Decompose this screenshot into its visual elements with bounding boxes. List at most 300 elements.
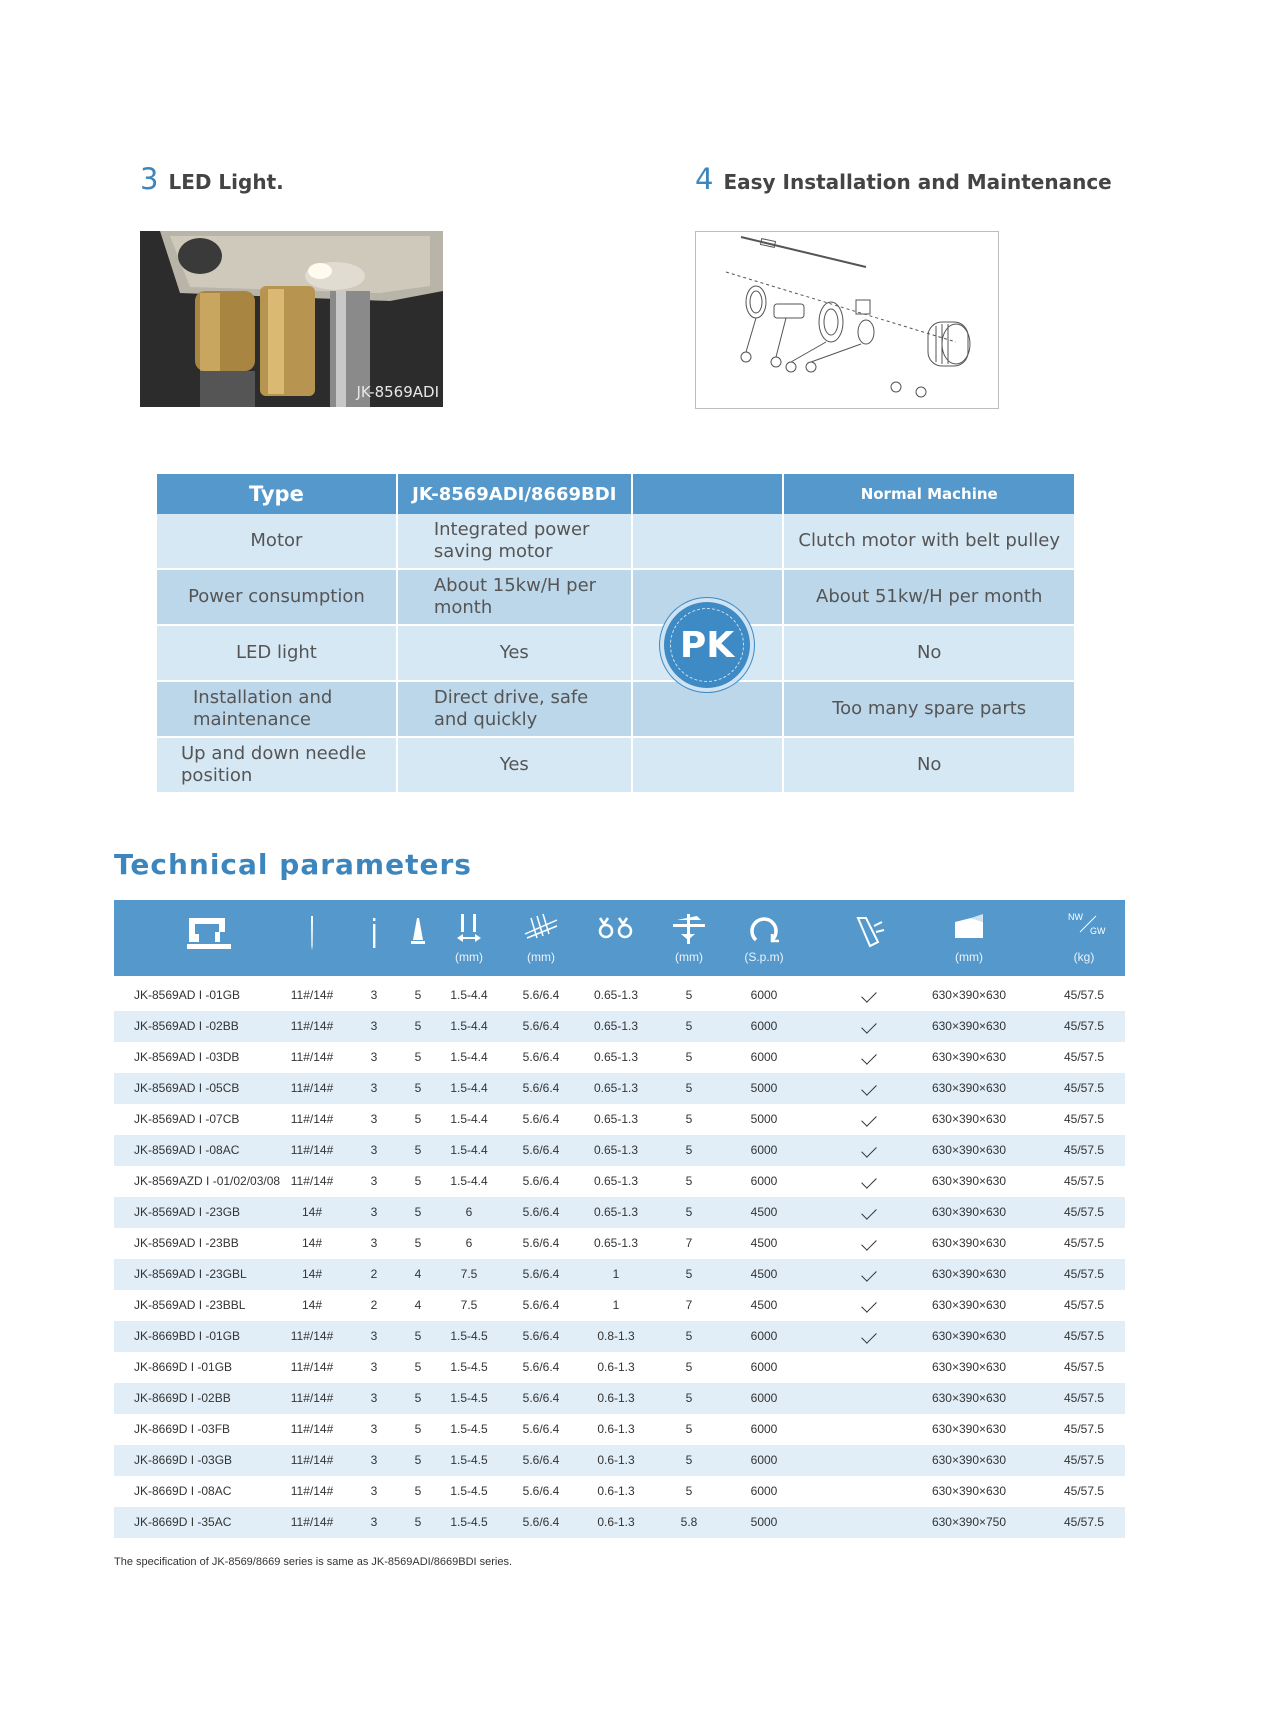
cell-model: JK-8669D I -01GB <box>134 1360 233 1374</box>
unit-label: (kg) <box>1073 950 1095 964</box>
col-size <box>914 900 1024 976</box>
auto-check-cell <box>834 1259 904 1290</box>
table-row <box>114 1104 1125 1135</box>
cell-a: 5 <box>414 1360 422 1374</box>
row-label: Up and down needle position <box>157 737 397 793</box>
cell-a: 5 <box>414 1453 422 1467</box>
cell-feed: 5 <box>685 1112 693 1126</box>
cell-model: JK-8569AZD I -01/02/03/08 <box>134 1174 281 1188</box>
cell-size: 630×390×630 <box>931 1050 1007 1064</box>
row-label: Installation and maintenance <box>157 681 397 737</box>
cell-weight: 45/57.5 <box>1063 1391 1105 1405</box>
cell-presser: 5.6/6.4 <box>522 1422 560 1436</box>
cell-weight: 45/57.5 <box>1063 1329 1105 1343</box>
cell-size: 630×390×630 <box>931 1143 1007 1157</box>
cell-feed: 5 <box>685 1267 693 1281</box>
comparison-row <box>157 625 1075 681</box>
col-needle <box>282 900 342 976</box>
cell-diff: 0.6-1.3 <box>597 1453 635 1467</box>
auto-check-cell <box>834 1383 904 1414</box>
cell-diff: 0.65-1.3 <box>593 1236 639 1250</box>
cell-size: 630×390×750 <box>931 1515 1007 1529</box>
cell-stitch: 7.5 <box>460 1298 478 1312</box>
cell-diff: 0.65-1.3 <box>593 988 639 1002</box>
cell-size: 630×390×630 <box>931 1174 1007 1188</box>
auto-check-cell <box>834 1414 904 1445</box>
row-label: Power consumption <box>157 569 397 625</box>
cell-diff: 0.6-1.3 <box>597 1422 635 1436</box>
cell-feed: 5 <box>685 1019 693 1033</box>
exploded-diagram <box>695 231 999 409</box>
cell-stitch: 1.5-4.5 <box>450 1329 488 1343</box>
cell-stitch: 1.5-4.4 <box>450 1112 488 1126</box>
cell-diff: 0.65-1.3 <box>593 1112 639 1126</box>
cell-needle: 14# <box>301 1205 323 1219</box>
cell-speed: 6000 <box>750 1174 778 1188</box>
cell-needle: 11#/14# <box>290 1050 334 1064</box>
checkmark-icon <box>861 1297 877 1313</box>
cell-a: 5 <box>414 1019 422 1033</box>
cell-weight: 45/57.5 <box>1063 1515 1105 1529</box>
cell-speed: 6000 <box>750 1391 778 1405</box>
checkmark-icon <box>861 1173 877 1189</box>
header-ours: JK-8569ADI/8669BDI <box>397 474 632 514</box>
led-light-photo <box>140 231 443 407</box>
auto-check-cell <box>834 1290 904 1321</box>
auto-check-cell <box>834 1228 904 1259</box>
cell-weight: 45/57.5 <box>1063 1484 1105 1498</box>
cell-presser: 5.6/6.4 <box>522 988 560 1002</box>
row-other: About 51kw/H per month <box>783 569 1075 625</box>
cell-threads: 3 <box>370 1174 378 1188</box>
cell-feed: 5 <box>685 988 693 1002</box>
cell-weight: 45/57.5 <box>1063 1143 1105 1157</box>
row-spacer <box>632 681 784 737</box>
cell-stitch: 1.5-4.4 <box>450 1050 488 1064</box>
cell-size: 630×390×630 <box>931 1360 1007 1374</box>
table-row <box>114 1383 1125 1414</box>
table-row <box>114 1507 1125 1538</box>
cell-size: 630×390×630 <box>931 1019 1007 1033</box>
feature-title: LED Light. <box>168 170 284 194</box>
cell-weight: 45/57.5 <box>1063 1174 1105 1188</box>
table-row <box>114 1197 1125 1228</box>
checkmark-icon <box>861 1111 877 1127</box>
checkmark-icon <box>861 1080 877 1096</box>
header-type: Type <box>157 474 397 514</box>
cell-size: 630×390×630 <box>931 988 1007 1002</box>
cell-feed: 7 <box>685 1298 693 1312</box>
auto-check-cell <box>834 1166 904 1197</box>
speed-rotation-icon <box>747 912 781 946</box>
auto-check-cell <box>834 1073 904 1104</box>
table-row <box>114 1166 1125 1197</box>
cell-weight: 45/57.5 <box>1063 1236 1105 1250</box>
col-presser <box>506 900 576 976</box>
cell-diff: 0.65-1.3 <box>593 1050 639 1064</box>
cell-stitch: 1.5-4.4 <box>450 1081 488 1095</box>
image-caption: JK-8569ADI <box>356 383 439 401</box>
cell-size: 630×390×630 <box>931 1236 1007 1250</box>
cell-needle: 11#/14# <box>290 1081 334 1095</box>
col-threads <box>354 900 394 976</box>
comparison-row <box>157 514 1075 569</box>
cell-a: 5 <box>414 1081 422 1095</box>
weight-nw-label: NW <box>1068 912 1083 922</box>
auto-check-cell <box>834 1321 904 1352</box>
motor-exploded-diagram <box>696 232 998 408</box>
feature-number: 4 <box>695 162 714 196</box>
cell-speed: 6000 <box>750 1360 778 1374</box>
checkmark-icon <box>861 1204 877 1220</box>
cell-stitch: 1.5-4.4 <box>450 1143 488 1157</box>
cell-diff: 0.65-1.3 <box>593 1205 639 1219</box>
thread-spool-icon <box>408 912 428 952</box>
cell-needle: 14# <box>301 1298 323 1312</box>
cell-speed: 4500 <box>750 1205 778 1219</box>
cell-speed: 4500 <box>750 1236 778 1250</box>
cell-presser: 5.6/6.4 <box>522 1174 560 1188</box>
cell-stitch: 1.5-4.4 <box>450 1174 488 1188</box>
cell-a: 5 <box>414 1050 422 1064</box>
cell-needle: 11#/14# <box>290 1422 334 1436</box>
cell-threads: 3 <box>370 1236 378 1250</box>
cell-threads: 3 <box>370 1329 378 1343</box>
auto-check-cell <box>834 1507 904 1538</box>
cell-size: 630×390×630 <box>931 1329 1007 1343</box>
table-row <box>114 1135 1125 1166</box>
cell-presser: 5.6/6.4 <box>522 1298 560 1312</box>
weight-gw-label: GW <box>1090 926 1106 936</box>
cell-size: 630×390×630 <box>931 1453 1007 1467</box>
row-ours: Yes <box>397 737 632 793</box>
row-spacer <box>632 737 784 793</box>
cell-needle: 11#/14# <box>290 1360 334 1374</box>
cell-diff: 0.65-1.3 <box>593 1143 639 1157</box>
auto-check-cell <box>834 1011 904 1042</box>
cell-diff: 0.65-1.3 <box>593 1081 639 1095</box>
cell-weight: 45/57.5 <box>1063 1453 1105 1467</box>
comparison-row <box>157 681 1075 737</box>
cell-feed: 5 <box>685 1391 693 1405</box>
cell-presser: 5.6/6.4 <box>522 1112 560 1126</box>
feature-title: Easy Installation and Maintenance <box>723 170 1112 194</box>
feature-led-heading <box>140 162 284 196</box>
table-row <box>114 1321 1125 1352</box>
cell-feed: 5 <box>685 1360 693 1374</box>
cell-feed: 5 <box>685 1050 693 1064</box>
cell-needle: 14# <box>301 1267 323 1281</box>
checkmark-icon <box>861 1328 877 1344</box>
row-other: No <box>783 625 1075 681</box>
cell-speed: 6000 <box>750 1422 778 1436</box>
cell-presser: 5.6/6.4 <box>522 1205 560 1219</box>
col-feed <box>659 900 719 976</box>
row-ours: About 15kw/H per month <box>397 569 632 625</box>
row-label: Motor <box>157 514 397 569</box>
cell-size: 630×390×630 <box>931 1267 1007 1281</box>
auto-check-cell <box>834 1445 904 1476</box>
cell-a: 5 <box>414 1205 422 1219</box>
auto-check-cell <box>834 1042 904 1073</box>
cell-diff: 0.6-1.3 <box>597 1391 635 1405</box>
cell-weight: 45/57.5 <box>1063 1050 1105 1064</box>
auto-check-cell <box>834 1197 904 1228</box>
cell-stitch: 1.5-4.4 <box>450 988 488 1002</box>
cell-speed: 6000 <box>750 1329 778 1343</box>
cell-speed: 5000 <box>750 1081 778 1095</box>
cell-weight: 45/57.5 <box>1063 1019 1105 1033</box>
cell-feed: 5 <box>685 1329 693 1343</box>
col-weight <box>1044 900 1124 976</box>
row-ours: Integrated power saving motor <box>397 514 632 569</box>
cell-threads: 2 <box>370 1267 378 1281</box>
table-row <box>114 1445 1125 1476</box>
row-ours: Direct drive, safe and quickly <box>397 681 632 737</box>
cell-model: JK-8669D I -02BB <box>134 1391 231 1405</box>
cell-speed: 6000 <box>750 1019 778 1033</box>
comparison-table <box>157 474 1076 794</box>
row-ours: Yes <box>397 625 632 681</box>
cell-weight: 45/57.5 <box>1063 1267 1105 1281</box>
header-other: Normal Machine <box>783 474 1075 514</box>
row-spacer <box>632 514 784 569</box>
auto-function-icon <box>852 912 886 952</box>
col-spool <box>398 900 438 976</box>
feature-number: 3 <box>140 162 159 196</box>
cell-model: JK-8569AD I -23BB <box>134 1236 239 1250</box>
cell-a: 4 <box>414 1298 422 1312</box>
machine-led-illustration <box>140 231 443 407</box>
table-row <box>114 1042 1125 1073</box>
cell-threads: 2 <box>370 1298 378 1312</box>
cell-needle: 11#/14# <box>290 1391 334 1405</box>
cell-speed: 6000 <box>750 1050 778 1064</box>
cell-a: 5 <box>414 1391 422 1405</box>
cell-stitch: 6 <box>465 1236 473 1250</box>
col-speed <box>724 900 804 976</box>
cell-presser: 5.6/6.4 <box>522 1391 560 1405</box>
cell-model: JK-8569AD I -01GB <box>134 988 241 1002</box>
feature-install-heading <box>695 162 1112 196</box>
cell-presser: 5.6/6.4 <box>522 1360 560 1374</box>
technical-header <box>114 900 1125 976</box>
cell-speed: 4500 <box>750 1298 778 1312</box>
cell-diff: 0.6-1.3 <box>597 1360 635 1374</box>
table-row <box>114 1011 1125 1042</box>
cell-weight: 45/57.5 <box>1063 1360 1105 1374</box>
cell-threads: 3 <box>370 1515 378 1529</box>
cell-diff: 0.8-1.3 <box>597 1329 635 1343</box>
cell-model: JK-8569AD I -07CB <box>134 1112 240 1126</box>
cell-diff: 0.65-1.3 <box>593 1174 639 1188</box>
cell-model: JK-8569AD I -23GBL <box>134 1267 247 1281</box>
unit-label: (mm) <box>527 950 555 964</box>
cell-diff: 0.6-1.3 <box>597 1484 635 1498</box>
cell-speed: 5000 <box>750 1515 778 1529</box>
row-other: No <box>783 737 1075 793</box>
cell-speed: 4500 <box>750 1267 778 1281</box>
row-label: LED light <box>157 625 397 681</box>
cell-feed: 5.8 <box>680 1515 698 1529</box>
cell-threads: 3 <box>370 988 378 1002</box>
thread-count-icon <box>369 912 379 952</box>
cell-threads: 3 <box>370 1143 378 1157</box>
cell-weight: 45/57.5 <box>1063 988 1105 1002</box>
cell-a: 5 <box>414 1236 422 1250</box>
cell-needle: 14# <box>301 1236 323 1250</box>
cell-presser: 5.6/6.4 <box>522 1515 560 1529</box>
cell-stitch: 1.5-4.5 <box>450 1391 488 1405</box>
cell-needle: 11#/14# <box>290 1143 334 1157</box>
cell-presser: 5.6/6.4 <box>522 1484 560 1498</box>
cell-stitch: 1.5-4.5 <box>450 1360 488 1374</box>
table-row <box>114 1414 1125 1445</box>
cell-feed: 5 <box>685 1422 693 1436</box>
cell-diff: 0.65-1.3 <box>593 1019 639 1033</box>
col-stitch <box>434 900 504 976</box>
cell-threads: 3 <box>370 1019 378 1033</box>
cell-model: JK-8669D I -03GB <box>134 1453 233 1467</box>
comparison-row <box>157 569 1075 625</box>
cell-presser: 5.6/6.4 <box>522 1329 560 1343</box>
cell-needle: 11#/14# <box>290 1515 334 1529</box>
unit-label: (mm) <box>455 950 483 964</box>
cell-threads: 3 <box>370 1484 378 1498</box>
cell-feed: 5 <box>685 1081 693 1095</box>
cell-feed: 5 <box>685 1174 693 1188</box>
cell-size: 630×390×630 <box>931 1205 1007 1219</box>
cell-needle: 11#/14# <box>290 1453 334 1467</box>
table-row <box>114 1290 1125 1321</box>
header-spacer <box>632 474 784 514</box>
col-auto <box>834 900 904 976</box>
cell-model: JK-8569AD I -05CB <box>134 1081 240 1095</box>
table-row <box>114 1352 1125 1383</box>
cell-a: 4 <box>414 1267 422 1281</box>
cell-a: 5 <box>414 1143 422 1157</box>
stitch-length-icon <box>455 912 483 946</box>
cell-model: JK-8569AD I -23BBL <box>134 1298 246 1312</box>
cell-diff: 1 <box>612 1298 620 1312</box>
cell-needle: 11#/14# <box>290 1329 334 1343</box>
cell-threads: 3 <box>370 1112 378 1126</box>
auto-check-cell <box>834 980 904 1011</box>
cell-model: JK-8569AD I -08AC <box>134 1143 240 1157</box>
package-size-icon <box>951 912 987 942</box>
cell-size: 630×390×630 <box>931 1484 1007 1498</box>
cell-model: JK-8569AD I -02BB <box>134 1019 239 1033</box>
cell-weight: 45/57.5 <box>1063 1112 1105 1126</box>
cell-threads: 3 <box>370 1391 378 1405</box>
cell-feed: 5 <box>685 1484 693 1498</box>
cell-stitch: 1.5-4.4 <box>450 1019 488 1033</box>
auto-check-cell <box>834 1352 904 1383</box>
pk-badge <box>664 602 750 688</box>
cell-stitch: 1.5-4.5 <box>450 1515 488 1529</box>
cell-size: 630×390×630 <box>931 1081 1007 1095</box>
cell-a: 5 <box>414 1174 422 1188</box>
auto-check-cell <box>834 1135 904 1166</box>
cell-weight: 45/57.5 <box>1063 1298 1105 1312</box>
cell-stitch: 1.5-4.5 <box>450 1422 488 1436</box>
cell-needle: 11#/14# <box>290 1484 334 1498</box>
cell-model: JK-8669BD I -01GB <box>134 1329 241 1343</box>
cell-feed: 5 <box>685 1143 693 1157</box>
cell-presser: 5.6/6.4 <box>522 1236 560 1250</box>
cell-speed: 6000 <box>750 1143 778 1157</box>
cell-weight: 45/57.5 <box>1063 1081 1105 1095</box>
cell-needle: 11#/14# <box>290 988 334 1002</box>
cell-feed: 7 <box>685 1236 693 1250</box>
cell-a: 5 <box>414 1422 422 1436</box>
cell-speed: 6000 <box>750 1453 778 1467</box>
cell-weight: 45/57.5 <box>1063 1422 1105 1436</box>
table-row <box>114 1476 1125 1507</box>
checkmark-icon <box>861 1235 877 1251</box>
cell-threads: 3 <box>370 1422 378 1436</box>
cell-speed: 6000 <box>750 988 778 1002</box>
cell-a: 5 <box>414 1112 422 1126</box>
cell-speed: 5000 <box>750 1112 778 1126</box>
table-row <box>114 1228 1125 1259</box>
table-row <box>114 1073 1125 1104</box>
checkmark-icon <box>861 1049 877 1065</box>
cell-speed: 6000 <box>750 1484 778 1498</box>
comparison-header-row <box>157 474 1075 514</box>
cell-needle: 11#/14# <box>290 1112 334 1126</box>
presser-foot-icon <box>523 912 559 942</box>
cell-needle: 11#/14# <box>290 1174 334 1188</box>
cell-stitch: 1.5-4.5 <box>450 1484 488 1498</box>
cell-a: 5 <box>414 1484 422 1498</box>
cell-a: 5 <box>414 1515 422 1529</box>
cell-diff: 1 <box>612 1267 620 1281</box>
cell-diff: 0.6-1.3 <box>597 1515 635 1529</box>
cell-model: JK-8569AD I -23GB <box>134 1205 241 1219</box>
unit-label: (mm) <box>955 950 983 964</box>
footnote: The specification of JK-8569/8669 series is same as JK-8569ADI/8669BDI series. <box>114 1556 513 1568</box>
cell-model: JK-8669D I -35AC <box>134 1515 232 1529</box>
row-other: Too many spare parts <box>783 681 1075 737</box>
comparison-row <box>157 737 1075 793</box>
cell-threads: 3 <box>370 1453 378 1467</box>
table-row <box>114 980 1125 1011</box>
auto-check-cell <box>834 1476 904 1507</box>
row-other: Clutch motor with belt pulley <box>783 514 1075 569</box>
cell-a: 5 <box>414 1329 422 1343</box>
cell-threads: 3 <box>370 1050 378 1064</box>
technical-title: Technical parameters <box>114 848 472 881</box>
cell-size: 630×390×630 <box>931 1298 1007 1312</box>
col-differential <box>576 900 656 976</box>
unit-label: (mm) <box>675 950 703 964</box>
col-model <box>164 900 254 976</box>
cell-presser: 5.6/6.4 <box>522 1081 560 1095</box>
checkmark-icon <box>861 987 877 1003</box>
auto-check-cell <box>834 1104 904 1135</box>
differential-feed-icon <box>596 912 636 942</box>
cell-presser: 5.6/6.4 <box>522 1050 560 1064</box>
cell-presser: 5.6/6.4 <box>522 1267 560 1281</box>
cell-threads: 3 <box>370 1360 378 1374</box>
cell-needle: 11#/14# <box>290 1019 334 1033</box>
table-row <box>114 1259 1125 1290</box>
needle-icon <box>307 912 317 952</box>
sewing-machine-icon <box>185 912 233 952</box>
checkmark-icon <box>861 1266 877 1282</box>
checkmark-icon <box>861 1142 877 1158</box>
